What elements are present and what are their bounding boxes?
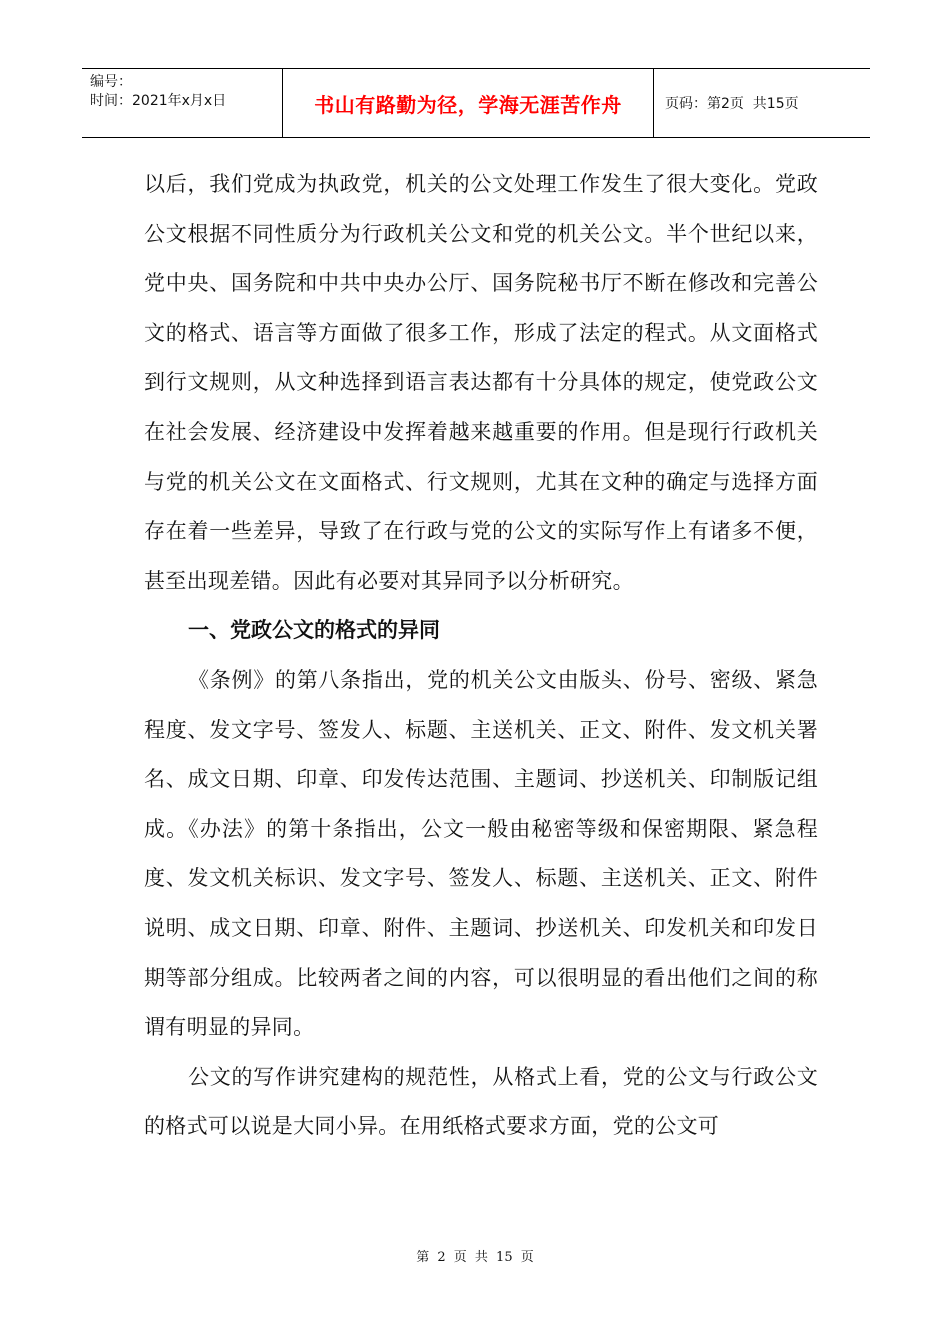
section-heading: 一、党政公文的格式的异同 [188,618,440,643]
document-header [82,68,870,138]
header-page-info: 页码：第2页 共15页 [665,96,799,112]
header-page-cell [654,69,870,137]
header-meta-cell [82,69,283,137]
document-date-label: 时间：2021年x月x日 [90,93,227,109]
document-body [144,160,818,1152]
header-motto: 书山有路勤为径，学海无涯苦作舟 [314,92,622,117]
body-paragraph: 以后，我们党成为执政党，机关的公文处理工作发生了很大变化。党政公文根据不同性质分为行政机关公文和党的机关公文。半个世纪以来，党中央、国务院和中共中央办公厅、国务院秘书厅不断在修改和完善公文的格式、语言等方面做了很多工作，形成了法定的程式。从文面格式到行文规则，从文种选择到语言表达都有十分具体的规定，使党政公文在社会发展、经济建设中发挥着越来越重要的作用。但是现行行政机关与党的机关公文在文面格式、行文规则，尤其在文种的确定与选择方面存在着一些差异，导致了在行政与党的公文的实际写作上有诸多不便，甚至出现差错。因此有必要对其异同予以分析研究。 [144,172,818,593]
body-paragraph: 《条例》的第八条指出，党的机关公文由版头、份号、密级、紧急程度、发文字号、签发人、标题、主送机关、正文、附件、发文机关署名、成文日期、印章、印发传达范围、主题词、抄送机关、印制版记组成。《办法》的第十条指出，公文一般由秘密等级和保密期限、紧急程度、发文机关标识、发文字号、签发人、标题、主送机关、正文、附件说明、成文日期、印章、附件、主题词、抄送机关、印发机关和印发日期等部分组成。比较两者之间的内容，可以很明显的看出他们之间的称谓有明显的异同。 [144,667,818,1040]
page-footer: 第 2 页 共 15 页 [416,1250,534,1265]
body-paragraph: 公文的写作讲究建构的规范性，从格式上看，党的公文与行政公文的格式可以说是大同小异。在用纸格式要求方面，党的公文可 [144,1064,818,1139]
document-number-label: 编号： [90,74,132,90]
header-motto-cell [283,69,654,137]
